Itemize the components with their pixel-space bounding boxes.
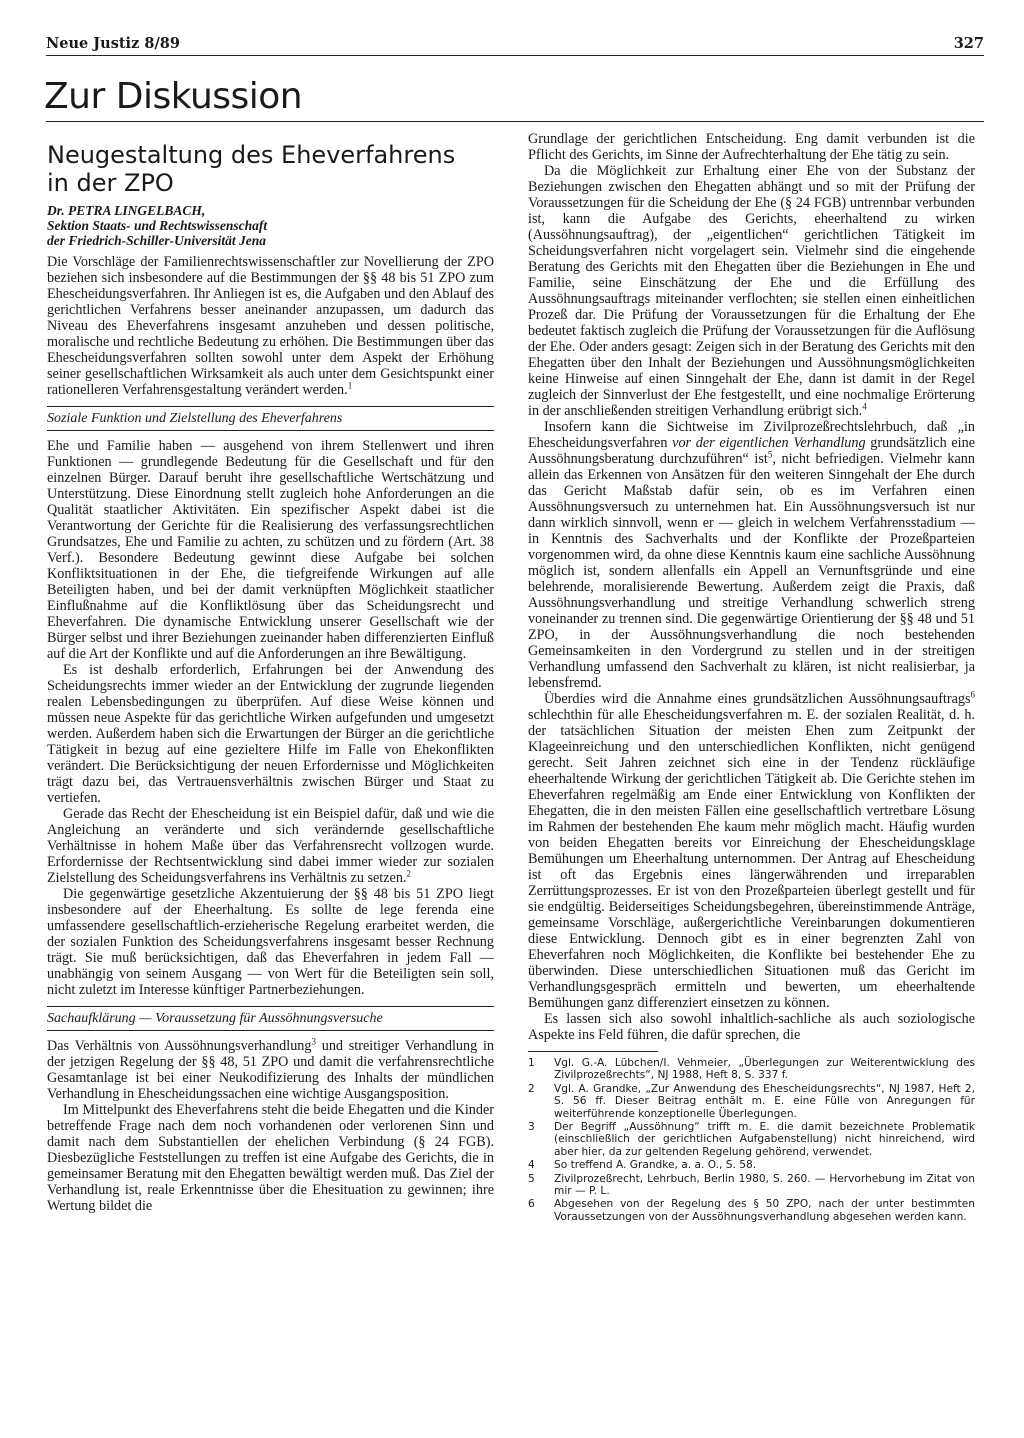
- author-affiliation: der Friedrich-Schiller-Universität Jena: [47, 233, 266, 248]
- body-paragraph: Ehe und Familie haben — ausgehend von ihrem Stellenwert und ihren Funktionen — grundlegende Bedeutung für die Gesellschaft und für den einzelnen Bürger. Darauf beruht ihre gesellschaftliche Wertschätzung und Unterstützung. Diese Einordnung stellt zugleich hohe Anforderungen an die Qualität staatlicher Aktivitäten. Ein spezifischer Aspekt dabei ist die Verantwortung der Gerichte für die Realisierung des verfassungsrechtlichen Grundsatzes, Ehe und Familie zu achten, zu schützen und zu fördern (Art. 38 Verf.). Besondere Bedeutung gewinnt diese Aufgabe bei solchen Konfliktsituationen in der Ehe, die tiefgreifende Wirkungen auf alle Beteiligten haben, und bei der damit verknüpften Möglichkeit staatlicher Einflußnahme auf die Konfliktlösung über das Scheidungsrecht und Eheverfahren. Die dynamische Entwicklung unserer Gesellschaft wie der Bürger selbst und ihrer Beziehungen zueinander haben differenzierten Einfluß auf die Art der Konflikte und auf die Anforderungen an ihre Bewältigung.: [47, 438, 494, 662]
- body-paragraph: Da die Möglichkeit zur Erhaltung einer Ehe von der Substanz der Beziehungen zwischen den Ehegatten abhängt und so mit der Prüfung der Voraussetzungen für die Scheidung der Ehe (§ 24 FGB) untrennbar verbunden ist, kann die Aufgabe des Gerichts, eheerhaltend zu wirken (Aussöhnungsauftrag), der „eigentlichen“ gerichtlichen Tätigkeit im Scheidungsverfahren nicht vorgelagert sein. Vielmehr sind die eingehende Beratung des Gerichts mit den Ehegatten über die Beziehungen in Ehe und Familie, seine Einschätzung der Ehe und die Erfüllung des Aussöhnungsauftrags miteinander verflochten; sie stellen einen einheitlichen Prozeß dar. Die Prüfung der Voraussetzungen für die Erhaltung der Ehe bedeutet faktisch zugleich die Prüfung der Voraussetzungen für die Auflösung der Ehe. Oder anders gesagt: Zeigen sich in der Beratung des Gerichts mit den Ehegatten über den Inhalt der Beziehungen und Aussöhnungsmöglichkeiten keine Hinweise auf einen Sinngehalt der Ehe, dann ist damit in der Regel zugleich der Sinnverlust der Ehe festgestellt, und eine nochmalige Erörterung in der anschließenden streitigen Verhandlung erübrigt sich.$^4$: [528, 163, 975, 419]
- section-rule: [46, 121, 984, 122]
- left-column: [47, 131, 494, 1401]
- intro-paragraph: Die Vorschläge der Familienrechtswissenschaftler zur Novellierung der ZPO beziehen sich insbesondere auf die Bestimmungen der §§ 48 bis 51 ZPO zum Ehescheidungsverfahren. Ihr Anliegen ist es, die Aufgaben und den Ablauf des gerichtlichen Verfahrens besser aneinander anzupassen, um dadurch das Niveau des Eheverfahrens insgesamt anzuheben und dessen politische, moralische und rechtliche Bedeutung zu erhöhen. Die Bestimmungen über das Ehescheidungsverfahren sollten sowohl unter dem Aspekt der Erhöhung seiner gesellschaftlichen Wirksamkeit als auch unter dem Gesichtspunkt einer rationelleren Verfahrensgestaltung verändert werden.$^1$: [47, 254, 494, 398]
- footnote: 6 Abgesehen von der Regelung des § 50 ZPO, nach der unter bestimmten Voraussetzungen von der Aussöhnungsverhandlung abgesehen werden kann.: [528, 1198, 975, 1223]
- footnotes: [528, 1057, 975, 1223]
- article-title-line: in der ZPO: [47, 169, 174, 197]
- emphasis: vor der eigentlichen Verhandlung: [672, 435, 866, 451]
- footnote-ref[interactable]: 5: [767, 449, 773, 460]
- body-paragraph: Das Verhältnis von Aussöhnungsverhandlung$^3$ und streitiger Verhandlung in der jetzigen Regelung der §§ 48, 51 ZPO und damit die verfahrensrechtliche Gesamtanlage ist bei einer Neukodifizierung des Inhalts der mündlichen Verhandlung in Ehescheidungssachen eine wichtige Ausgangsposition.: [47, 1036, 494, 1102]
- body-paragraph: Die gegenwärtige gesetzliche Akzentuierung der §§ 48 bis 51 ZPO liegt insbesondere auf der Eheerhaltung. Es sollte de lege ferenda eine umfassendere gesellschaftlich-erzieherische Regelung erarbeitet werden, die der sozialen Funktion des Scheidungsverfahrens insgesamt besser Rechnung trägt. Sie muß berücksichtigen, daß das Eheverfahren in jedem Fall — unabhängig von seinem Ausgang — von Wert für die Beteiligten sein soll, nicht zuletzt im Interesse künftiger Partnerbeziehungen.: [47, 886, 494, 998]
- article-title-line: Neugestaltung des Eheverfahrens: [47, 141, 456, 169]
- body-paragraph: Es lassen sich also sowohl inhaltlich-sachliche als auch soziologische Aspekte ins Feld führen, die dafür sprechen, die: [528, 1011, 975, 1043]
- body-paragraph: Insofern kann die Sichtweise im Zivilprozeßrechtslehrbuch, daß „in Ehescheidungsverfahren vor der eigentlichen Verhandlung grundsätzlich eine Aussöhnungsberatung durchzuführen“ ist$^5$, nicht befriedigen. Vielmehr kann allein das Erkennen von Ansätzen für den weiteren Sinngehalt der Ehe durch das Gericht Maßstab dafür sein, ob es im Verfahren einen Aussöhnungsversuch zu unternehmen hat. Ein Aussöhnungsversuch ist nur dann wirklich sinnvoll, wenn er — gleich in welchem Verfahrensstadium — in Kenntnis des Sachverhalts und der Konflikte der Prozeßparteien vorgenommen wird, da ohne diese Kenntnis kaum eine sachliche Aussöhnung möglich ist, sondern allenfalls ein Appell an Vernunftsgründe und eine belehrende, moralisierende Bewertung. Außerdem zeigt die Praxis, daß Aussöhnungsverhandlung und streitige Verhandlung schwerlich streng voneinander zu trennen sind. Die gegenwärtige Orientierung der §§ 48 und 51 ZPO, in der Aussöhnungsverhandlung die noch bestehenden Gemeinsamkeiten in den Vordergrund zu stellen und in der streitigen Verhandlung umfassend den Sachverhalt zu klären, ist nicht realisierbar, ja lebensfremd.: [528, 419, 975, 691]
- page-number: 327: [953, 35, 984, 52]
- footnote-ref[interactable]: 2: [406, 868, 411, 879]
- body-paragraph: Überdies wird die Annahme eines grundsätzlichen Aussöhnungsauftrags$^6$ schlechthin für alle Ehescheidungsverfahren m. E. der sozialen Realität, d. h. der tatsächlichen Situation der meisten Ehen zum Zeitpunkt der Klageeinreichung und den unterschiedlichen Konflikten, nicht genügend gerecht. Seit Jahren zeichnet sich eine in der Tendenz rückläufige eheerhaltende Wirkung der gerichtlichen Tätigkeit ab. Die Gerichte stehen im Eheverfahren regelmäßig am Ende einer Entwicklung von Konflikten der Ehegatten, die in den meisten Fällen eine gesellschaftlich vertretbare Lösung im Rahmen der bestehenden Ehe kaum mehr möglich macht. Häufig wurden von beiden Ehegatten bereits vor Einreichung der Ehescheidungsklage Bemühungen um Eheerhaltung unternommen. Der Antrag auf Ehescheidung ist oft das Ergebnis eines längerwährenden und irreparablen Zerrüttungsprozesses. Er ist von den Prozeßparteien überlegt gestellt und für sie endgültig. Beiderseitiges Scheidungsbegehren, übereinstimmende Anträge, gemeinsame Vorschläge, außergerichtliche Vereinbarungen dokumentieren diese Entwicklung. Dennoch gibt es in einer begrenzten Zahl von Eheverfahren noch Möglichkeiten, die Konflikte bei bestehender Ehe zu überwinden. Diese unterschiedlichen Situationen muß das Gericht im Verhandlungsgespräch ermitteln und bewerten, um eheerhaltende Bemühungen ganz differenziert einsetzen zu können.: [528, 689, 975, 1011]
- journal-issue: Neue Justiz 8/89: [46, 35, 180, 52]
- subheading: Soziale Funktion und Zielstellung des Eheverfahrens: [47, 406, 494, 431]
- section-title: Zur Diskussion: [44, 76, 303, 117]
- right-column: [528, 131, 975, 1401]
- footnote-ref[interactable]: 4: [862, 401, 867, 412]
- body-paragraph: Es ist deshalb erforderlich, Erfahrungen bei der Anwendung des Scheidungsrechts immer wieder an der Entwicklung der zugrunde liegenden realen Lebensbedingungen zu überprüfen. Auf diese Weise können und müssen neue Aspekte für das gerichtliche Wirken aufgefunden und umgesetzt werden. Außerdem haben sich die Erwartungen der Bürger an die gerichtliche Tätigkeit in bezug auf eine gezieltere Hilfe im Falle von Ehekonflikten verändert. Die Berücksichtigung der neuen Erfordernisse und Möglichkeiten trägt dazu bei, das Vertrauensverhältnis zwischen Bürger und Staat zu vertiefen.: [47, 662, 494, 806]
- footnote: 5 Zivilprozeßrecht, Lehrbuch, Berlin 1980, S. 260. — Hervorhebung im Zitat von mir — P. L.: [528, 1172, 975, 1198]
- footnote-ref[interactable]: 1: [347, 380, 353, 391]
- body-paragraph: Grundlage der gerichtlichen Entscheidung. Eng damit verbunden ist die Pflicht des Gerichts, im Sinne der Aufrechterhaltung der Ehe tätig zu sein.: [528, 131, 975, 163]
- footnote: 1 Vgl. G.-A. Lübchen/I. Vehmeier, „Überlegungen zur Weiterentwicklung des Zivilprozeßrechts“, NJ 1988, Heft 8, S. 337 f.: [528, 1057, 975, 1082]
- article-title: [47, 141, 494, 197]
- author-block: [47, 203, 494, 248]
- footnote: 2 Vgl. A. Grandke, „Zur Anwendung des Ehescheidungsrechts“, NJ 1987, Heft 2, S. 56 ff. Dieser Beitrag enthält m. E. eine Fülle von Anregungen für weiterführende konzeptionelle Überlegungen.: [528, 1082, 975, 1120]
- body-paragraph: Im Mittelpunkt des Eheverfahrens steht die beide Ehegatten und die Kinder betreffende Frage nach dem noch vorhandenen oder verlorenen Sinn und damit nach dem Substantiellen der ehelichen Verbindung (§ 24 FGB). Diesbezügliche Feststellungen zu treffen ist eine Aufgabe des Gerichts, die in gemeinsamer Beratung mit den Ehegatten bewältigt werden muß. Das Ziel der Verhandlung ist, reale Erkenntnisse über die Ehesituation zu gewinnen; ihre Wertung bildet die: [47, 1102, 494, 1214]
- running-head: [46, 35, 984, 57]
- subheading: Sachaufklärung — Voraussetzung für Aussöhnungsversuche: [47, 1006, 494, 1031]
- author-affiliation: Sektion Staats- und Rechtswissenschaft: [47, 218, 268, 233]
- footnote-ref[interactable]: 3: [311, 1036, 316, 1047]
- header-rule: [46, 55, 984, 56]
- footnote: 3 Der Begriff „Aussöhnung“ trifft m. E. die damit bezeichnete Problematik (einschließlich der gerichtlichen Aufgabenstellung) nicht hinreichend, wird aber hier, da zur geltenden Regelung gehörend, verwendet.: [528, 1121, 975, 1158]
- footnote-ref[interactable]: 6: [970, 689, 975, 700]
- footnote: 4 So treffend A. Grandke, a. a. O., S. 58.: [528, 1159, 757, 1172]
- body-paragraph: Gerade das Recht der Ehescheidung ist ein Beispiel dafür, daß und wie die Angleichung an veränderte und sich verändernde gesellschaftliche Verhältnisse in hohem Maße über das Verfahrensrecht vollzogen wurde. Erfordernisse der Rechtsentwicklung sind dabei immer wieder zur sozialen Zielstellung des Scheidungsverfahrens ins Verhältnis zu setzen.$^2$: [47, 806, 494, 886]
- author-name: Dr. PETRA LINGELBACH,: [47, 203, 206, 218]
- footnote-rule: [528, 1051, 658, 1052]
